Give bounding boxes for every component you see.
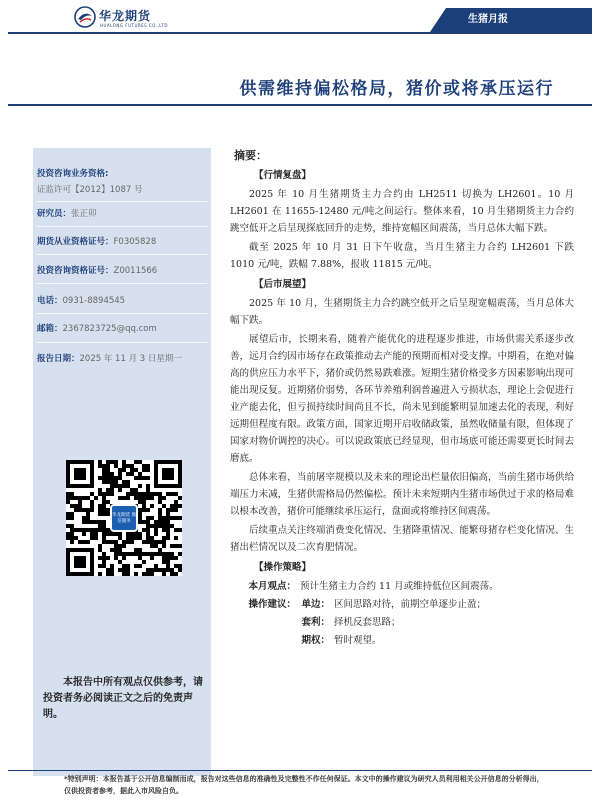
sidebar-disclaimer: 本报告中所有观点仅供参考，请投资者务必阅读正文之后的免责声明。 (43, 677, 203, 720)
phone-row (37, 295, 209, 307)
strategy-view-row (230, 578, 574, 596)
strategy-arb-value: 择机反套思路； (334, 617, 401, 628)
wechat-qr-code (66, 460, 182, 576)
logo-emblem-icon (74, 6, 96, 28)
logo-text-cn: 华龙期货 (99, 9, 152, 23)
qr-center-badge: 华龙期货 微信服务 (110, 504, 138, 532)
futures-cert-label: 期货从业资格证号： (37, 237, 114, 247)
divider (37, 313, 207, 314)
phone-label: 电话： (37, 296, 63, 306)
date-label: 报告日期： (37, 354, 80, 364)
divider (37, 283, 207, 284)
strategy-option-value: 暂时观望。 (334, 635, 382, 646)
strategy-single-value: 区间思路对待，前期空单逐步止盈； (334, 599, 487, 610)
qualification-row (37, 168, 209, 180)
section-strategy-title: 【操作策略】 (254, 562, 312, 573)
divider (37, 226, 207, 227)
title-rule (8, 104, 592, 106)
researcher-row (37, 208, 209, 220)
outlook-paragraph: 后续重点关注终端消费变化情况、生猪降重情况、能繁母猪存栏变化情况、生猪出栏情况以及二次育肥情况。 (230, 525, 574, 553)
phone-value: 0931-8894545 (62, 296, 126, 306)
date-value: 2025 年 11 月 3 日星期一 (79, 354, 182, 364)
header-rule (8, 32, 592, 34)
divider (37, 201, 207, 202)
spacer (230, 614, 296, 632)
qualification-value: 证监许可【2012】1087 号 (37, 185, 143, 195)
abstract-heading: 摘要： (234, 149, 267, 162)
researcher-value: 张正卯 (71, 209, 97, 219)
strategy-advice-label: 操作建议： (248, 599, 296, 610)
outlook-paragraph: 总体来看，当前屠宰规模以及未来的理论出栏量依旧偏高，当前生猪市场供给端压力未减，生猪供需格局仍然偏松。预计未来短期内生猪市场供过于求的格局难以根本改善，猪价可能继续承压运行，盘面或将维持区间震荡。 (230, 472, 574, 517)
email-value[interactable]: 2367823725@qq.com (62, 324, 157, 334)
footer-rule (8, 770, 592, 771)
strategy-view-value: 预计生猪主力合约 11 月或维持低位区间震荡。 (300, 581, 499, 592)
advisory-cert-label: 投资咨询资格证号： (37, 266, 114, 276)
qualification-value-row (37, 184, 209, 196)
logo-text-en: HUALONG FUTURES CO.,LTD (100, 23, 169, 28)
market-review-paragraph: 2025 年 10 月生猪期货主力合约由 LH2511 切换为 LH2601。10 月 LH2601 在 11655-12480 元/吨之间运行。整体来看，10 月生猪期货主力合约跳空低开之后呈现探底回升的走势，维持宽幅区间震荡，当月总体大幅下跌。 (230, 189, 574, 234)
date-row (37, 353, 209, 365)
outlook-paragraph: 2025 年 10 月，生猪期货主力合约跳空低开之后呈现宽幅震荡，当月总体大幅下跌。 (230, 298, 574, 326)
strategy-option-row (230, 632, 574, 650)
strategy-option-label: 期权： (301, 635, 330, 646)
report-body (230, 146, 574, 650)
report-title: 供需维持偏松格局，猪价或将承压运行 (239, 79, 554, 99)
researcher-label: 研究员： (37, 209, 72, 219)
section-market-review-title: 【行情复盘】 (254, 170, 312, 181)
strategy-single-label: 单边： (301, 599, 330, 610)
strategy-arb-row (230, 614, 574, 632)
strategy-advice-row (230, 596, 574, 614)
email-row (37, 323, 209, 335)
company-logo (74, 4, 169, 32)
outlook-paragraph: 展望后市，长期来看，随着产能优化的进程逐步推进，市场供需关系逐步改善，远月合约因市场存在政策推动去产能的预期而相对受支撑。中期看，在绝对偏高的供应压力水平下，猪价或仍然易跌难涨。短期生猪价格受多方因素影响出现可能出现反复。近期猪价弱势，各环节养殖利润普遍进入亏损状态，理论上会促进行业产能去化，但亏损持续时间尚且不长，尚未见到能繁明显加速去化的表现，利好远期但程度有限。政策方面，国家近期开启收储政策，虽然收储量有限，但体现了国家对物价调控的决心。可以说政策底已经显现，但市场底可能还需要更长时间去磨底。 (230, 334, 574, 464)
spacer (230, 632, 296, 650)
futures-cert-value: F0305828 (113, 237, 157, 247)
advisory-cert-value: Z0011566 (113, 266, 158, 276)
advisory-cert-row (37, 265, 209, 277)
section-outlook-title: 【后市展望】 (254, 279, 312, 290)
divider (37, 342, 207, 343)
special-statement: *特别声明：本报告基于公开信息编制而成，报告对这些信息的准确性及完整性不作任何保证。本文中的操作建议为研究人员利用相关公开信息的分析得出，仅供投资者参考，据此入市风险自负。 (64, 775, 544, 795)
strategy-arb-label: 套利： (301, 617, 330, 628)
qualification-label: 投资咨询业务资格: (37, 169, 109, 179)
divider (37, 254, 207, 255)
report-type-tab: 生猪月报 (430, 8, 592, 32)
futures-cert-row (37, 236, 209, 248)
strategy-view-label: 本月观点： (248, 581, 296, 592)
market-review-paragraph: 截至 2025 年 10 月 31 日下午收盘，当月生猪主力合约 LH2601 下跌 1010 元/吨，跌幅 7.88%，报收 11815 元/吨。 (230, 242, 574, 270)
email-label: 邮箱： (37, 324, 63, 334)
